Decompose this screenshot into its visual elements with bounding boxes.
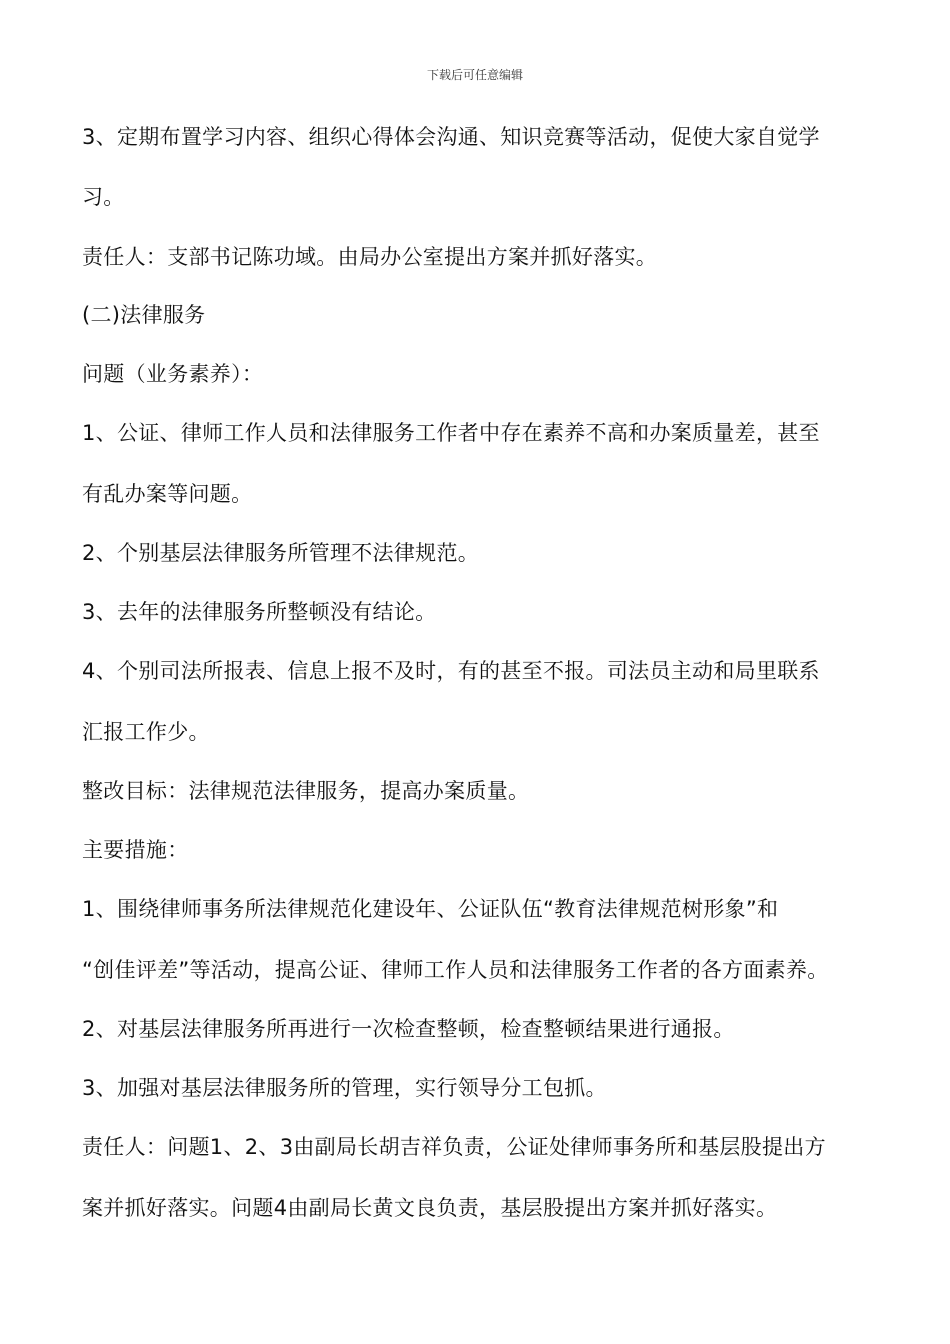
measure-3b-text: 3、加强对基层法律服务所的管理，实行领导分工包抓。 [82, 1076, 607, 1100]
responsible-person-1: 责任人：支部书记陈功域。由局办公室提出方案并抓好落实。 [82, 245, 658, 269]
responsible-person-2-cont: 案并抓好落实。问题4由副局长黄文良负责，基层股提出方案并抓好落实。 [82, 1196, 778, 1220]
problem-2-text: 2、个别基层法律服务所管理不法律规范。 [82, 541, 480, 565]
problem-4-text: 4、个别司法所报表、信息上报不及时，有的甚至不报。司法员主动和局里联系 [82, 659, 820, 683]
measure-1-text-cont: “创佳评差”等活动，提高公证、律师工作人员和法律服务工作者的各方面素养。 [82, 958, 829, 982]
problem-heading: 问题（业务素养）： [82, 362, 264, 386]
rectification-goal: 整改目标：法律规范法律服务，提高办案质量。 [82, 779, 530, 803]
problem-1-text-cont: 有乱办案等问题。 [82, 482, 253, 506]
main-measures-heading: 主要措施： [82, 838, 189, 862]
measure-3-text-cont: 习。 [82, 185, 125, 209]
responsible-person-2: 责任人：问题1、2、3由副局长胡吉祥负责，公证处律师事务所和基层股提出方 [82, 1135, 826, 1159]
measure-1-text: 1、围绕律师事务所法律规范化建设年、公证队伍“教育法律规范树形象”和 [82, 897, 779, 921]
page-header: 下载后可任意编辑 [426, 68, 523, 82]
measure-3-text: 3、定期布置学习内容、组织心得体会沟通、知识竞赛等活动，促使大家自觉学 [82, 125, 820, 149]
measure-2-text: 2、对基层法律服务所再进行一次检查整顿，检查整顿结果进行通报。 [82, 1017, 735, 1041]
section-heading-legal-service: (二)法律服务 [82, 303, 206, 327]
problem-1-text: 1、公证、律师工作人员和法律服务工作者中存在素养不高和办案质量差，甚至 [82, 421, 820, 445]
problem-3-text: 3、去年的法律服务所整顿没有结论。 [82, 600, 437, 624]
problem-4-text-cont: 汇报工作少。 [82, 720, 210, 744]
